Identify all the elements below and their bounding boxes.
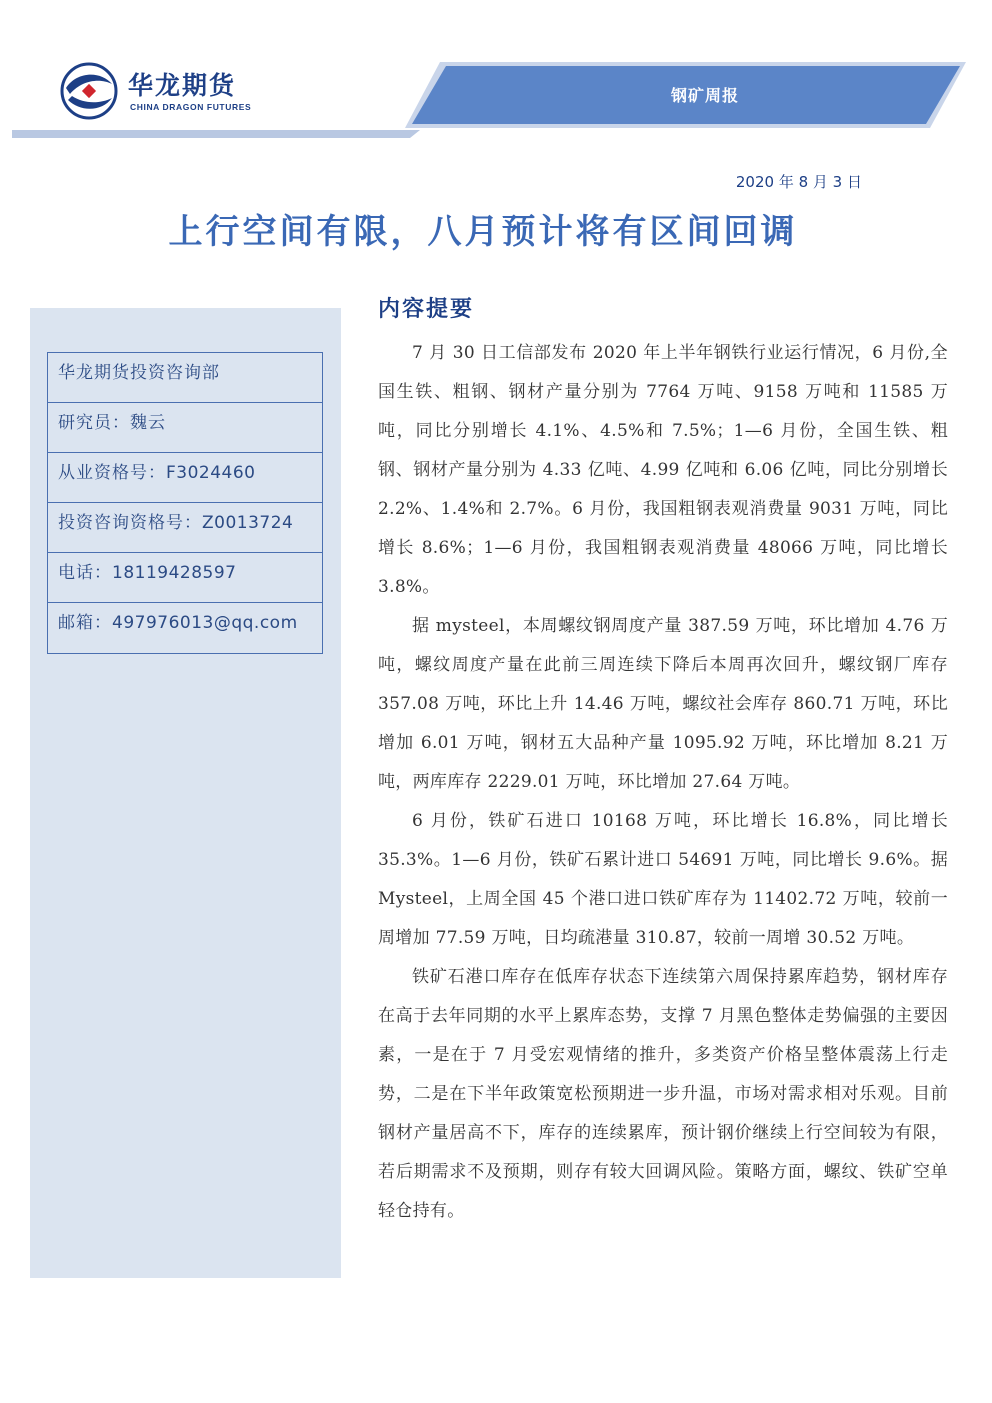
phone-value: 18119428597 [112, 563, 237, 583]
advisory-license-label: 投资咨询资格号： [58, 513, 202, 533]
company-name-en: CHINA DRAGON FUTURES [130, 102, 252, 112]
info-row-phone [48, 553, 322, 603]
info-row-researcher [48, 403, 322, 453]
email-label: 邮箱： [58, 613, 112, 633]
paragraph-production: 7 月 30 日工信部发布 2020 年上半年钢铁行业运行情况，6 月份,全国生铁、粗钢、钢材产量分别为 7764 万吨、9158 万吨和 11585 万吨，同比分别增长 4.1%、4.5%和 7.5%；1—6 月份，全国生铁、粗钢、钢材产量分别为 4.33 亿吨、4.99 亿吨和 6.06 亿吨，同比分别增长 2.2%、1.4%和 2.7%。6 月份，我国粗钢表观消费量 9031 万吨，同比增长 8.6%；1—6 月份，我国粗钢表观消费量 48066 万吨，同比增长 3.8%。 [378, 343, 948, 597]
paragraph-outlook: 铁矿石港口库存在低库存状态下连续第六周保持累库趋势，钢材库存在高于去年同期的水平上累库态势，支撑 7 月黑色整体走势偏强的主要因素，一是在于 7 月受宏观情绪的推升，多类资产价格呈整体震荡上行走势，二是在下半年政策宽松预期进一步升温，市场对需求相对乐观。目前钢材产量居高不下，库存的连续累库，预计钢价继续上行空间较为有限，若后期需求不及预期，则存有较大回调风险。策略方面，螺纹、铁矿空单轻仓持有。 [378, 967, 948, 1221]
report-date: 2020 年 8 月 3 日 [735, 173, 862, 191]
dragon-logo-icon [60, 62, 118, 120]
paragraph-iron-ore: 6 月份，铁矿石进口 10168 万吨，环比增长 16.8%，同比增长 35.3%。1—6 月份，铁矿石累计进口 54691 万吨，同比增长 9.6%。据 Mysteel，上周全国 45 个港口进口铁矿库存为 11402.72 万吨，较前一周增加 77.59 万吨，日均疏港量 310.87，较前一周增 30.52 万吨。 [378, 811, 948, 948]
advisory-license-value: Z0013724 [202, 513, 294, 533]
info-row-email [48, 603, 322, 653]
license-value: F3024460 [166, 463, 256, 483]
report-title: 上行空间有限，八月预计将有区间回调 [168, 212, 798, 252]
paragraph-rebar: 据 mysteel，本周螺纹钢周度产量 387.59 万吨，环比增加 4.76 万吨，螺纹周度产量在此前三周连续下降后本周再次回升，螺纹钢厂库存 357.08 万吨，环比上升 14.46 万吨，螺纹社会库存 860.71 万吨，环比增加 6.01 万吨，钢材五大品种产量 1095.92 万吨，环比增加 8.21 万吨，两库库存 2229.01 万吨，环比增加 27.64 万吨。 [378, 616, 948, 792]
company-name: 华龙期货 [128, 71, 237, 100]
researcher-label: 研究员： [58, 413, 130, 433]
summary-content [378, 334, 948, 1231]
company-logo [60, 62, 250, 120]
license-label: 从业资格号： [58, 463, 166, 483]
analyst-info-box [47, 352, 323, 654]
info-row-license [48, 453, 322, 503]
email-value: 497976013@qq.com [112, 613, 298, 633]
info-row-department [48, 353, 322, 403]
researcher-value: 魏云 [130, 413, 166, 433]
phone-label: 电话： [58, 563, 112, 583]
department-label: 华龙期货投资咨询部 [58, 363, 220, 383]
section-title: 内容提要 [378, 297, 475, 322]
report-type-label: 钢矿周报 [670, 86, 739, 105]
info-row-advisory-license [48, 503, 322, 553]
